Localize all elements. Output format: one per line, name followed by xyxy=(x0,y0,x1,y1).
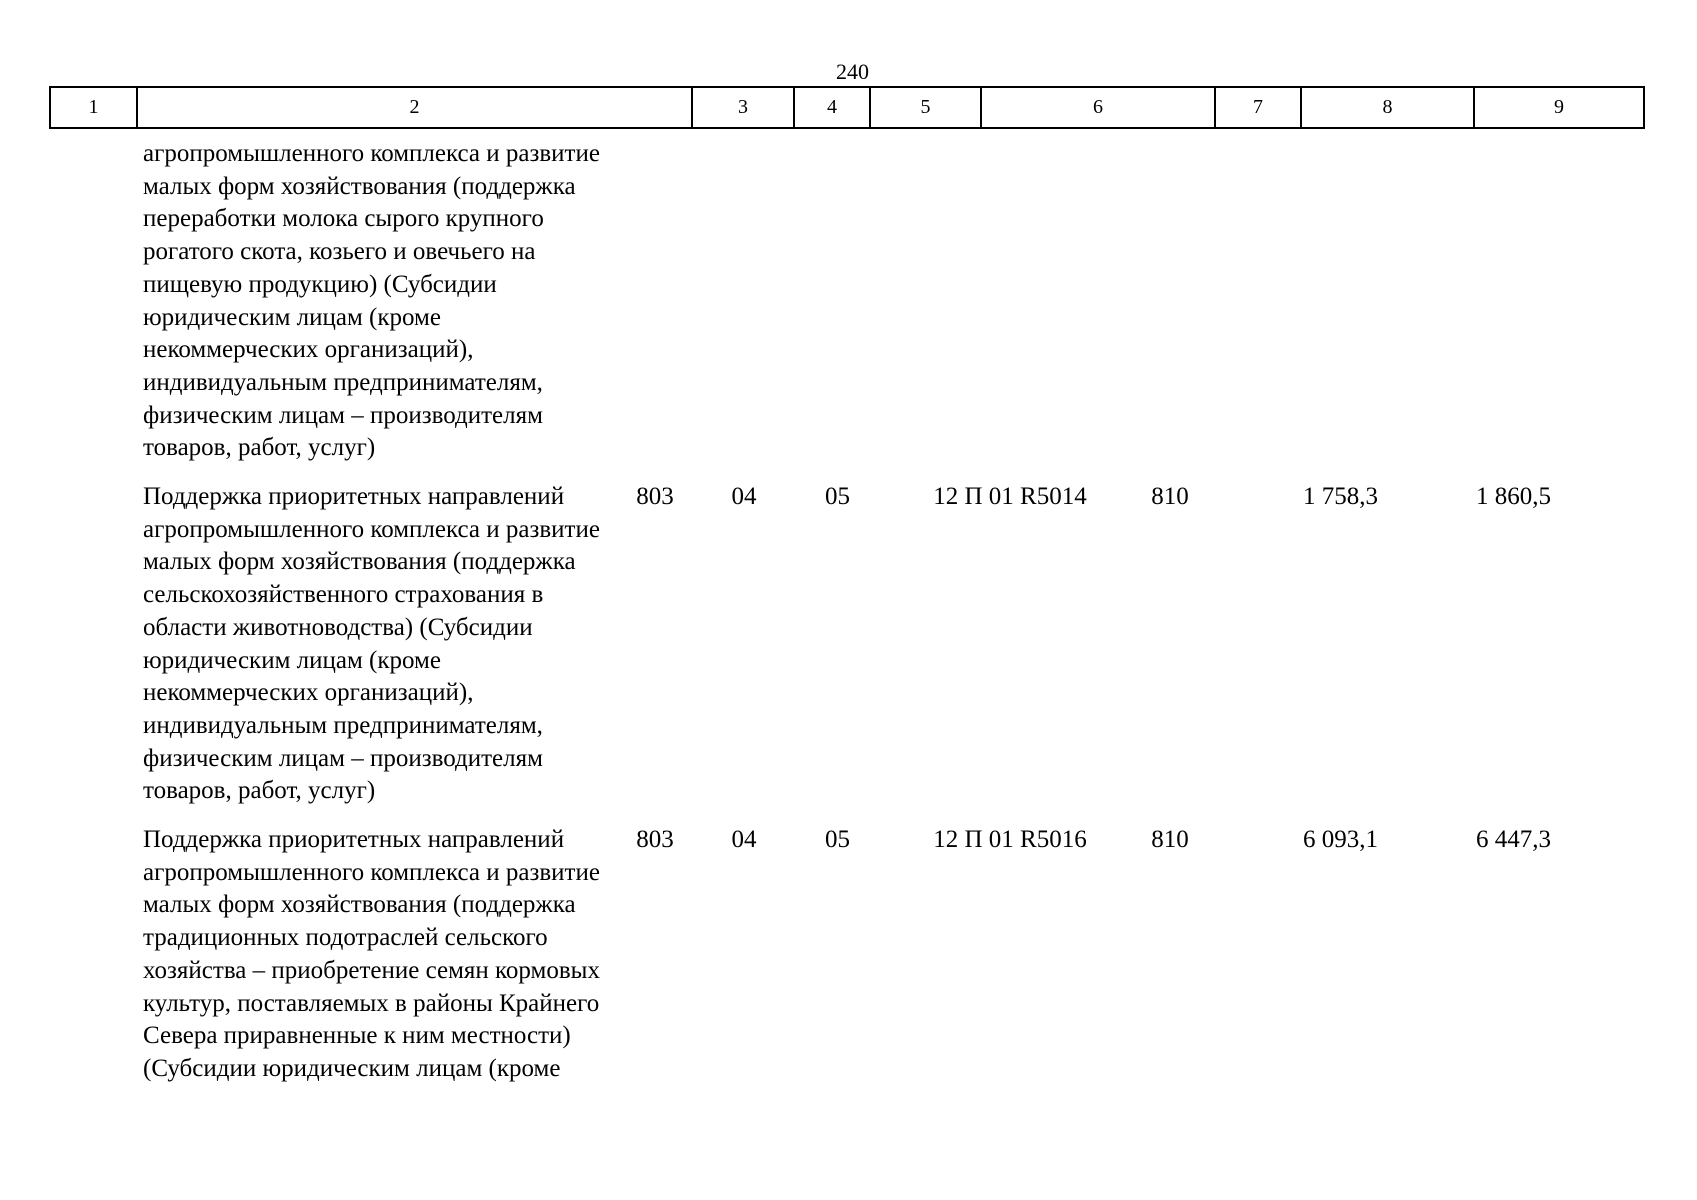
column-header-3: 3 xyxy=(692,87,794,128)
target-article-cell xyxy=(893,138,1127,465)
column-header-6: 6 xyxy=(981,87,1215,128)
description-line: юридическим лицам (кроме xyxy=(143,646,441,674)
amount-cell-9: 6 447,3 xyxy=(1476,826,1551,854)
amount-cell-8: 6 093,1 xyxy=(1303,826,1378,854)
page-number xyxy=(0,58,1697,86)
description-line: индивидуальным предпринимателям, xyxy=(143,368,543,396)
code-cell: 803 xyxy=(636,483,674,511)
description-line: малых форм хозяйствования (поддержка xyxy=(143,548,576,576)
description-line: агропромышленного комплекса и развитие xyxy=(143,140,600,167)
code-cell xyxy=(604,138,706,465)
column-header-4: 4 xyxy=(794,87,870,128)
table-row xyxy=(49,138,1643,465)
description-line: физическим лицам – производителям xyxy=(143,744,543,772)
description-line: сельскохозяйственного страхования в xyxy=(143,581,544,609)
target-article-cell: 12 П 01 R5016 xyxy=(933,826,1087,854)
amount-cell-8 xyxy=(1213,138,1386,465)
description-cell xyxy=(49,138,604,465)
description-line: юридическим лицам (кроме xyxy=(143,303,441,331)
section-cell xyxy=(706,138,782,465)
amount-cell-8: 1 758,3 xyxy=(1303,483,1378,511)
column-header-1: 1 xyxy=(50,87,137,128)
description-cell xyxy=(49,824,604,1086)
subsection-cell: 05 xyxy=(825,826,850,854)
expense-type-cell: 810 xyxy=(1151,483,1189,511)
description-line: малых форм хозяйствования (поддержка xyxy=(143,891,576,919)
column-header-row xyxy=(50,87,1644,128)
description-line: хозяйства – приобретение семян кормовых xyxy=(143,956,600,984)
description-line: физическим лицам – производителям xyxy=(143,401,543,429)
subsection-cell: 05 xyxy=(825,483,850,511)
description-line: товаров, работ, услуг) xyxy=(143,777,376,805)
description-line: культур, поставляемых в районы Крайнего xyxy=(143,989,600,1017)
expense-type-cell xyxy=(1127,138,1213,465)
page-number-text: 240 xyxy=(836,59,869,84)
description-line: области животноводства) (Субсидии xyxy=(143,613,533,641)
description-cell xyxy=(49,481,604,808)
column-header-8: 8 xyxy=(1301,87,1474,128)
description-line: некоммерческих организаций), xyxy=(143,679,474,707)
table-body xyxy=(49,138,1643,1102)
description-line: Поддержка приоритетных направлений xyxy=(143,826,565,854)
description-line: агропромышленного комплекса и развитие xyxy=(143,858,600,886)
section-cell: 04 xyxy=(731,483,757,511)
table-row xyxy=(49,824,1643,1086)
amount-cell-9 xyxy=(1386,138,1557,465)
section-cell: 04 xyxy=(731,826,757,854)
column-header-table xyxy=(49,86,1645,129)
target-article-cell: 12 П 01 R5014 xyxy=(933,483,1087,511)
column-header-2: 2 xyxy=(137,87,692,128)
subsection-cell xyxy=(782,138,893,465)
description-line: рогатого скота, козьего и овечьего на xyxy=(143,238,536,266)
expense-type-cell: 810 xyxy=(1151,826,1189,854)
description-line: товаров, работ, услуг) xyxy=(143,434,376,462)
description-line: традиционных подотраслей сельского xyxy=(143,924,548,952)
description-line: (Субсидии юридическим лицам (кроме xyxy=(143,1054,561,1082)
description-line: индивидуальным предпринимателям, xyxy=(143,711,543,739)
column-header-9: 9 xyxy=(1474,87,1644,128)
description-line: некоммерческих организаций), xyxy=(143,336,474,364)
description-line: Поддержка приоритетных направлений xyxy=(143,483,565,511)
amount-cell-9: 1 860,5 xyxy=(1476,483,1551,511)
description-line: пищевую продукцию) (Субсидии xyxy=(143,270,497,298)
column-header-5: 5 xyxy=(870,87,981,128)
table-row xyxy=(49,481,1643,808)
code-cell: 803 xyxy=(636,826,674,854)
description-line: переработки молока сырого крупного xyxy=(143,205,544,233)
description-line: Севера приравненные к ним местности) xyxy=(143,1022,571,1050)
column-header-7: 7 xyxy=(1215,87,1301,128)
description-line: агропромышленного комплекса и развитие xyxy=(143,515,600,543)
description-line: малых форм хозяйствования (поддержка xyxy=(143,172,576,200)
